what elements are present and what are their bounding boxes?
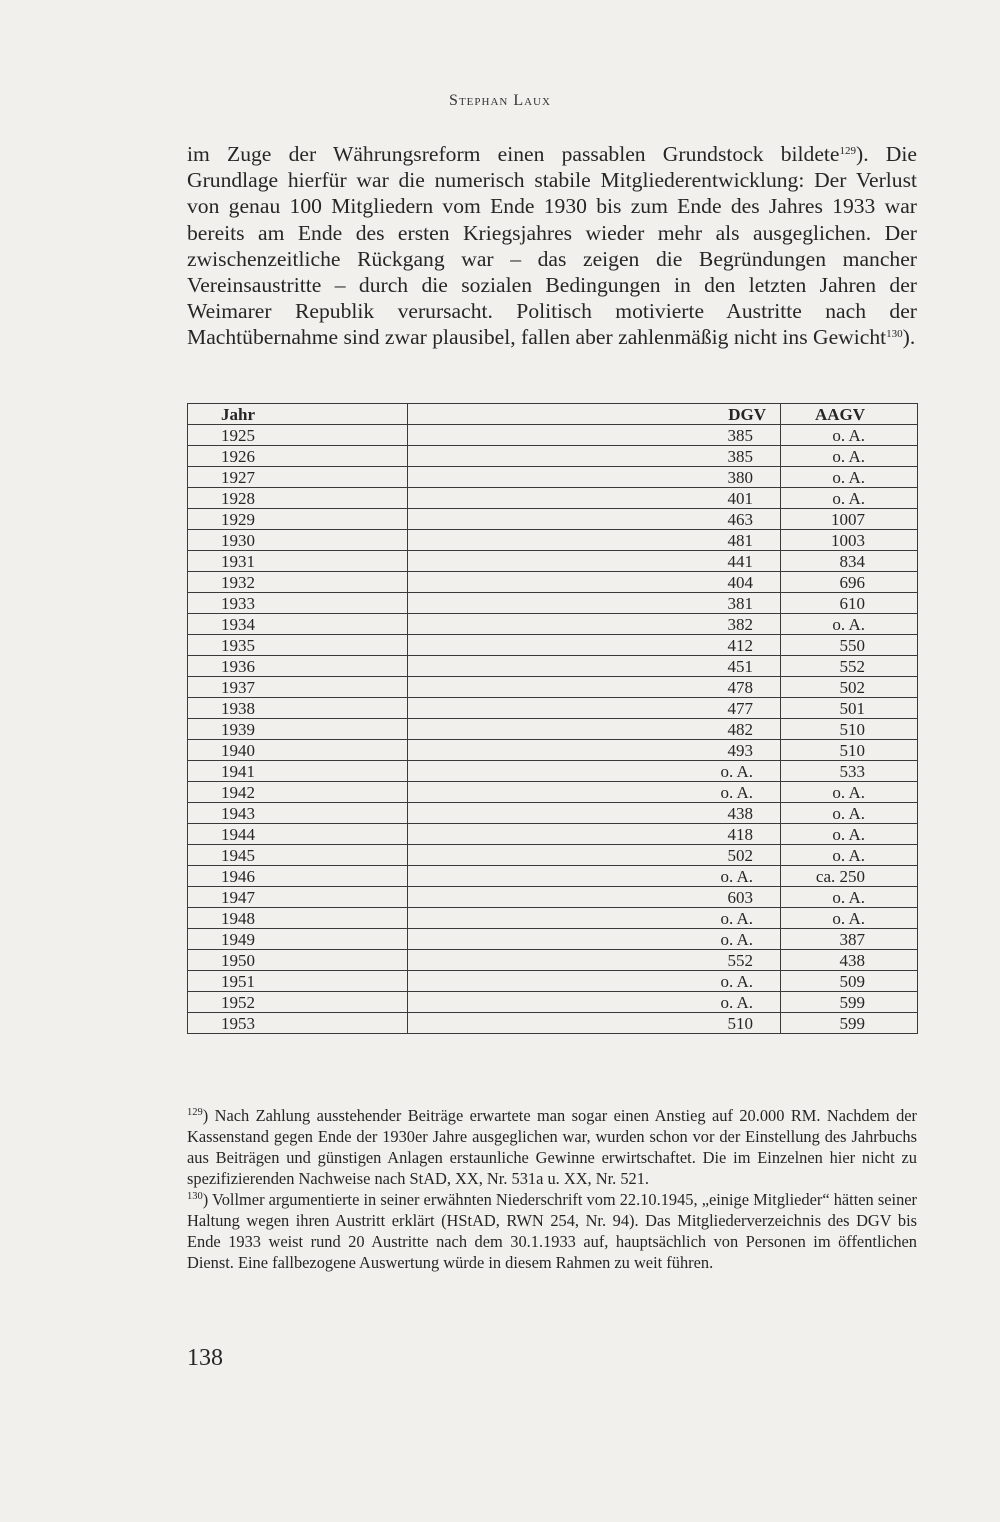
footnote-number: 129	[187, 1107, 203, 1118]
cell-year: 1935	[188, 635, 408, 656]
cell-year: 1932	[188, 572, 408, 593]
cell-dgv: o. A.	[407, 908, 780, 929]
cell-aagv: o. A.	[781, 887, 918, 908]
cell-dgv: 482	[407, 719, 780, 740]
table-row	[188, 488, 918, 509]
cell-dgv: 385	[407, 446, 780, 467]
membership-table	[187, 403, 918, 1034]
table-row	[188, 698, 918, 719]
cell-year: 1928	[188, 488, 408, 509]
table-row	[188, 425, 918, 446]
cell-year: 1937	[188, 677, 408, 698]
cell-dgv: 478	[407, 677, 780, 698]
cell-year: 1947	[188, 887, 408, 908]
cell-aagv: 533	[781, 761, 918, 782]
cell-year: 1948	[188, 908, 408, 929]
cell-year: 1944	[188, 824, 408, 845]
footnote-ref-129[interactable]: 129	[839, 145, 857, 157]
cell-year: 1941	[188, 761, 408, 782]
cell-year: 1949	[188, 929, 408, 950]
cell-aagv: 550	[781, 635, 918, 656]
cell-dgv: 438	[407, 803, 780, 824]
cell-dgv: 477	[407, 698, 780, 719]
cell-dgv: o. A.	[407, 866, 780, 887]
table-row	[188, 803, 918, 824]
cell-dgv: o. A.	[407, 971, 780, 992]
cell-aagv: 387	[781, 929, 918, 950]
cell-aagv: 1007	[781, 509, 918, 530]
cell-dgv: 380	[407, 467, 780, 488]
table-body	[188, 425, 918, 1034]
cell-aagv: 1003	[781, 530, 918, 551]
cell-dgv: 510	[407, 1013, 780, 1034]
cell-year: 1925	[188, 425, 408, 446]
cell-aagv: 610	[781, 593, 918, 614]
cell-year: 1926	[188, 446, 408, 467]
footnote-129	[187, 1105, 917, 1189]
table-header-row	[188, 404, 918, 425]
cell-aagv: 696	[781, 572, 918, 593]
cell-year: 1930	[188, 530, 408, 551]
table-row	[188, 929, 918, 950]
cell-aagv: o. A.	[781, 488, 918, 509]
cell-dgv: 441	[407, 551, 780, 572]
cell-dgv: o. A.	[407, 929, 780, 950]
cell-dgv: 412	[407, 635, 780, 656]
cell-year: 1945	[188, 845, 408, 866]
header-dgv: DGV	[407, 404, 780, 425]
footnotes	[187, 1105, 917, 1273]
cell-aagv: o. A.	[781, 908, 918, 929]
cell-aagv: o. A.	[781, 845, 918, 866]
running-head: Stephan Laux	[449, 92, 551, 109]
table-row	[188, 845, 918, 866]
footnote-text: ) Vollmer argumentierte in seiner erwähnten Niederschrift vom 22.10.1945, „einige Mitglieder“ hätten seiner Haltung wegen ihren Austritt erklärt (HStAD, RWN 254, Nr. 94). Das Mitgliederverzeichnis des DGV bis Ende 1933 weist rund 20 Austritte nach dem 30.1.1933 auf, hauptsächlich von Personen im öffentlichen Dienst. Eine fallbezogene Auswertung würde in diesem Rahmen zu weit führen.	[187, 1190, 917, 1272]
cell-aagv: o. A.	[781, 425, 918, 446]
cell-aagv: 599	[781, 992, 918, 1013]
cell-year: 1936	[188, 656, 408, 677]
table-row	[188, 509, 918, 530]
cell-dgv: 418	[407, 824, 780, 845]
table-row	[188, 677, 918, 698]
body-text-part-3: ).	[902, 325, 916, 350]
cell-year: 1953	[188, 1013, 408, 1034]
table-row	[188, 446, 918, 467]
cell-aagv: o. A.	[781, 446, 918, 467]
cell-year: 1940	[188, 740, 408, 761]
footnote-130	[187, 1189, 917, 1273]
footnote-number: 130	[187, 1191, 203, 1202]
table-row	[188, 635, 918, 656]
cell-year: 1943	[188, 803, 408, 824]
cell-dgv: 381	[407, 593, 780, 614]
table-row	[188, 887, 918, 908]
cell-aagv: 552	[781, 656, 918, 677]
table-row	[188, 950, 918, 971]
cell-dgv: 502	[407, 845, 780, 866]
table-row	[188, 761, 918, 782]
cell-dgv: o. A.	[407, 761, 780, 782]
cell-aagv: 599	[781, 1013, 918, 1034]
header-aagv: AAGV	[781, 404, 918, 425]
table-row	[188, 971, 918, 992]
table-row	[188, 740, 918, 761]
cell-aagv: o. A.	[781, 803, 918, 824]
cell-dgv: 382	[407, 614, 780, 635]
cell-year: 1939	[188, 719, 408, 740]
cell-dgv: 552	[407, 950, 780, 971]
cell-year: 1938	[188, 698, 408, 719]
table-row	[188, 719, 918, 740]
cell-year: 1952	[188, 992, 408, 1013]
cell-year: 1951	[188, 971, 408, 992]
table-row	[188, 593, 918, 614]
table-row	[188, 614, 918, 635]
table-row	[188, 866, 918, 887]
footnote-text: ) Nach Zahlung ausstehender Beiträge erwartete man sogar einen Anstieg auf 20.000 RM. Nachdem der Kassenstand gegen Ende der 1930er Jahre ausgeglichen war, wurden schon vor der Einstellung des Jahrbuchs aus Beiträgen und günstigen Anlagen erstaunliche Gewinne erwirtschaftet. Die im Einzelnen hier nicht zu spezifizierenden Nachweise nach StAD, XX, Nr. 531a u. XX, Nr. 521.	[187, 1106, 917, 1188]
cell-aagv: 834	[781, 551, 918, 572]
cell-year: 1946	[188, 866, 408, 887]
cell-dgv: 603	[407, 887, 780, 908]
cell-dgv: 493	[407, 740, 780, 761]
table-row	[188, 551, 918, 572]
cell-year: 1950	[188, 950, 408, 971]
table-row	[188, 1013, 918, 1034]
cell-aagv: 502	[781, 677, 918, 698]
page-number: 138	[187, 1345, 223, 1371]
cell-year: 1942	[188, 782, 408, 803]
body-paragraph	[187, 141, 917, 351]
cell-year: 1929	[188, 509, 408, 530]
cell-year: 1931	[188, 551, 408, 572]
table-row	[188, 467, 918, 488]
cell-dgv: 385	[407, 425, 780, 446]
cell-dgv: 463	[407, 509, 780, 530]
table-row	[188, 824, 918, 845]
cell-aagv: o. A.	[781, 614, 918, 635]
cell-dgv: o. A.	[407, 782, 780, 803]
cell-aagv: 438	[781, 950, 918, 971]
cell-aagv: 509	[781, 971, 918, 992]
cell-aagv: ca. 250	[781, 866, 918, 887]
table-row	[188, 656, 918, 677]
cell-aagv: o. A.	[781, 824, 918, 845]
cell-dgv: o. A.	[407, 992, 780, 1013]
table-row	[188, 908, 918, 929]
cell-aagv: o. A.	[781, 782, 918, 803]
cell-aagv: o. A.	[781, 467, 918, 488]
table-row	[188, 782, 918, 803]
header-year: Jahr	[188, 404, 408, 425]
cell-aagv: 501	[781, 698, 918, 719]
cell-year: 1934	[188, 614, 408, 635]
cell-aagv: 510	[781, 740, 918, 761]
cell-dgv: 404	[407, 572, 780, 593]
cell-dgv: 481	[407, 530, 780, 551]
cell-year: 1927	[188, 467, 408, 488]
cell-dgv: 401	[407, 488, 780, 509]
cell-aagv: 510	[781, 719, 918, 740]
table-row	[188, 572, 918, 593]
footnote-ref-130[interactable]: 130	[886, 328, 903, 341]
body-text-part-1: im Zuge der Währungsreform einen passablen Grundstock bildete	[187, 142, 840, 166]
cell-year: 1933	[188, 593, 408, 614]
table-row	[188, 530, 918, 551]
cell-dgv: 451	[407, 656, 780, 677]
body-text-part-2: ). Die Grundlage hierfür war die numerisch stabile Mitgliederentwicklung: Der Verlust von genau 100 Mitgliedern vom Ende 1930 bis zum Ende des Jahres 1933 war bereits am Ende des ersten Kriegsjahres wieder mehr als ausgeglichen. Der zwischenzeitliche Rückgang war – das zeigen die Begründungen mancher Vereinsaustritte – durch die sozialen Bedingungen in den letzten Jahren der Weimarer Republik verursacht. Politisch motivierte Austritte nach der Machtübernahme sind zwar plausibel, fallen aber zahlenmäßig nicht ins Gewicht	[187, 142, 917, 350]
table-row	[188, 992, 918, 1013]
